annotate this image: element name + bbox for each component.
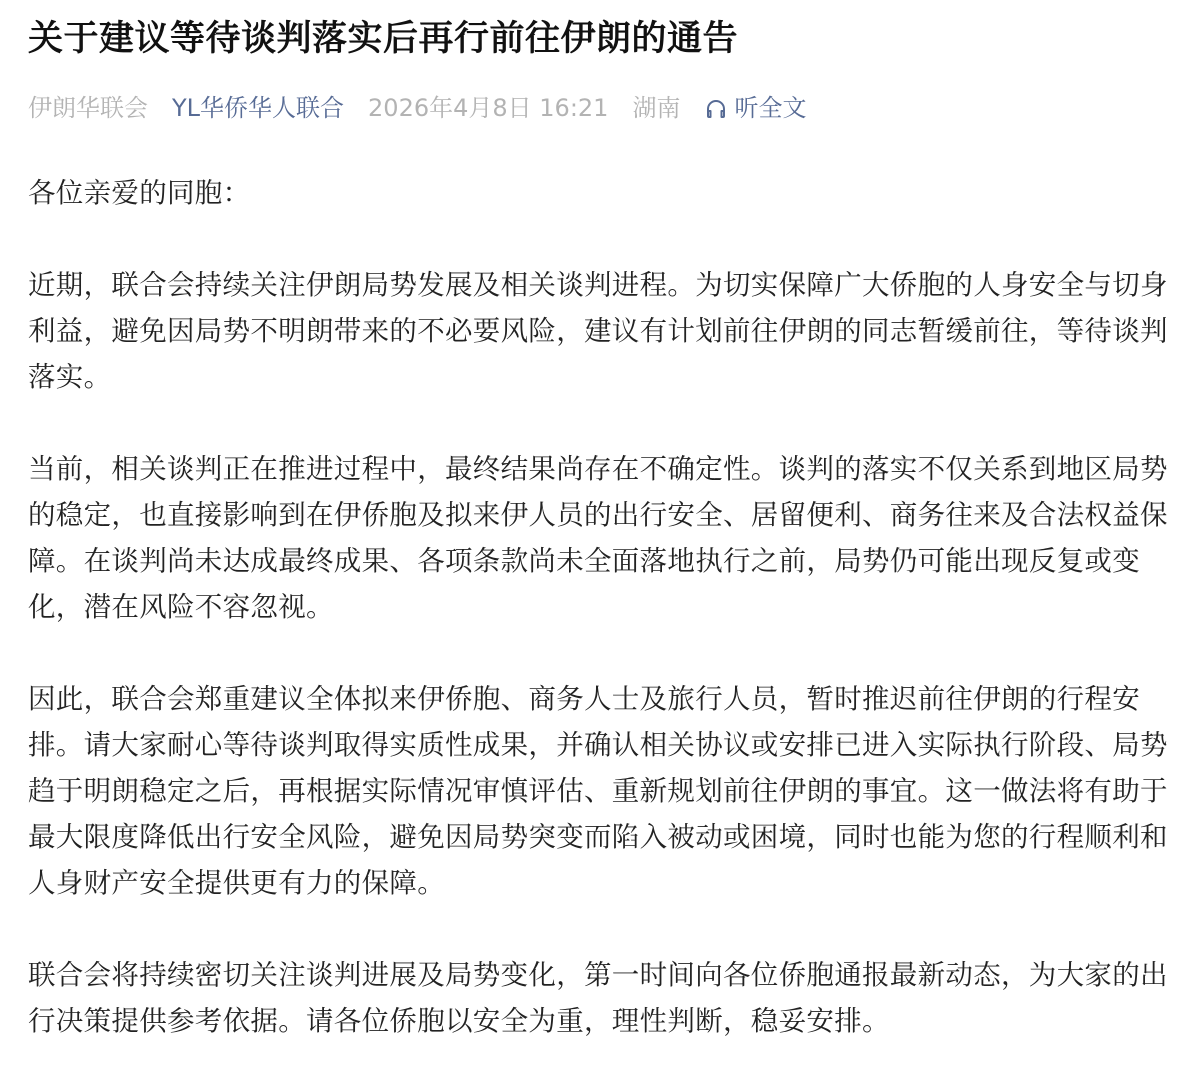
listen-label: 听全文 — [734, 94, 807, 122]
article-meta — [28, 91, 1172, 125]
publish-datetime: 2026年4月8日 16:21 — [368, 94, 609, 122]
headphones-icon — [704, 96, 728, 120]
author-name: 伊朗华联会 — [28, 94, 148, 122]
body-paragraph: 因此，联合会郑重建议全体拟来伊侨胞、商务人士及旅行人员，暂时推迟前往伊朗的行程安排。请大家耐心等待谈判取得实质性成果，并确认相关协议或安排已进入实际执行阶段、局势趋于明朗稳定之后，再根据实际情况审慎评估、重新规划前往伊朗的事宜。这一做法将有助于最大限度降低出行安全风险，避免因局势突变而陷入被动或困境，同时也能为您的行程顺利和人身财产安全提供更有力的保障。 — [28, 683, 1168, 899]
publish-location: 湖南 — [632, 94, 681, 122]
listen-full-text-button[interactable] — [704, 91, 830, 125]
body-paragraph: 近期，联合会持续关注伊朗局势发展及相关谈判进程。为切实保障广大侨胞的人身安全与切身利益，避免因局势不明朗带来的不必要风险，建议有计划前往伊朗的同志暂缓前往，等待谈判落实。 — [28, 269, 1168, 393]
closing-paragraph: 联合会将持续密切关注谈判进展及局势变化，第一时间向各位侨胞通报最新动态，为大家的出行决策提供参考依据。请各位侨胞以安全为重，理性判断，稳妥安排。 — [28, 959, 1168, 1037]
account-link[interactable]: YL华侨华人联合 — [172, 94, 345, 122]
body-paragraph: 当前，相关谈判正在推进过程中，最终结果尚存在不确定性。谈判的落实不仅关系到地区局势的稳定，也直接影响到在伊侨胞及拟来伊人员的出行安全、居留便利、商务往来及合法权益保障。在谈判尚未达成最终成果、各项条款尚未全面落地执行之前，局势仍可能出现反复或变化，潜在风险不容忽视。 — [28, 453, 1168, 623]
article-body — [28, 170, 1172, 1044]
greeting-paragraph: 各位亲爱的同胞： — [28, 177, 251, 209]
article-title: 关于建议等待谈判落实后再行前往伊朗的通告 — [28, 19, 739, 59]
